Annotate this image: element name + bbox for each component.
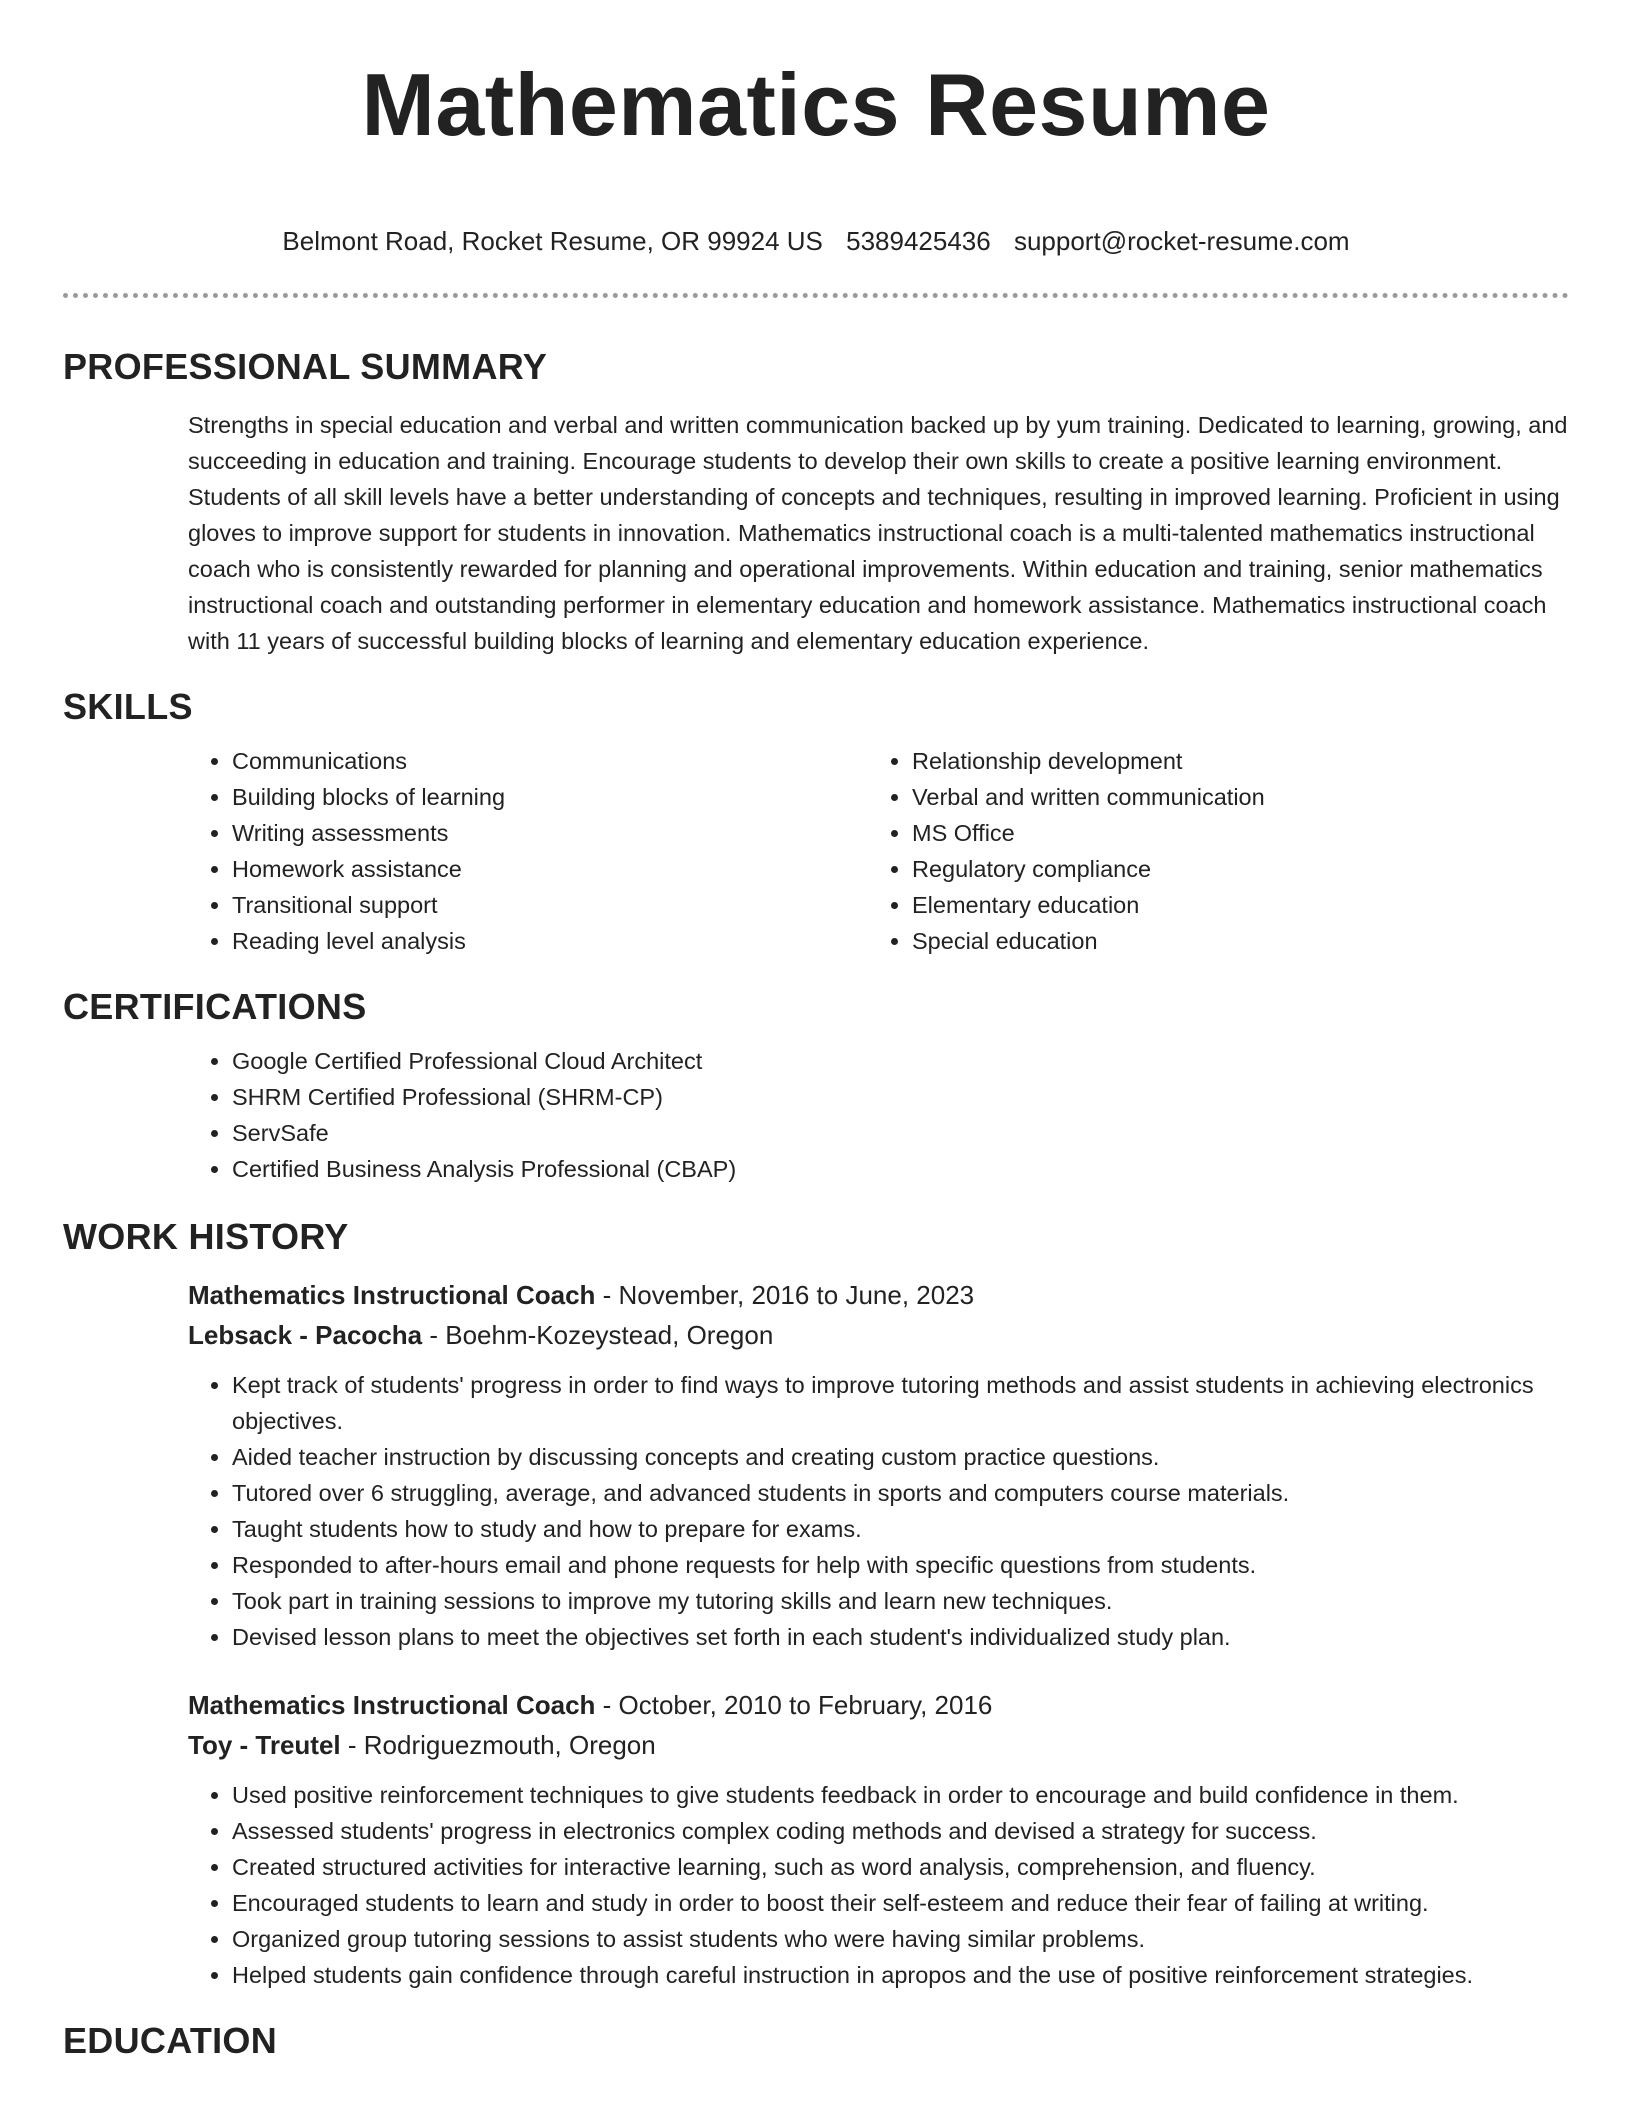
- skill-item: • MS Office: [912, 815, 1548, 851]
- education-heading: EDUCATION: [63, 2020, 278, 2061]
- job-bullet: • Organized group tutoring sessions to assist students who were having similar problems.: [232, 1921, 1569, 1957]
- skills-right-list: [868, 743, 1548, 959]
- job-title-line: [188, 1275, 1569, 1315]
- summary-section: [188, 407, 1569, 659]
- skill-item: • Verbal and written communication: [912, 779, 1548, 815]
- certifications-list: [188, 1043, 1569, 1187]
- summary-text: Strengths in special education and verbal and written communication backed up by yum training. Dedicated to learning, growing, and succeeding in education and training. Encourage students to develop their own skills to create a positive learning environment. Students of all skill levels have a better understanding of concepts and techniques, resulting in improved learning. Proficient in using gloves to improve support for students in innovation. Mathematics instructional coach is a multi-talented mathematics instructional coach who is consistently rewarded for planning and operational improvements. Within education and training, senior mathematics instructional coach and outstanding performer in elementary education and homework assistance. Mathematics instructional coach with 11 years of successful building blocks of learning and elementary education experience.: [188, 412, 1568, 654]
- skill-item: • Homework assistance: [232, 851, 868, 887]
- job-bullet: • Took part in training sessions to improve my tutoring skills and learn new techniques.: [232, 1583, 1569, 1619]
- skills-left-list: [188, 743, 868, 959]
- summary-heading: PROFESSIONAL SUMMARY: [63, 346, 548, 387]
- job-company-line: [188, 1315, 1569, 1355]
- job-entry: [188, 1685, 1569, 1993]
- skill-item: • Building blocks of learning: [232, 779, 868, 815]
- header-divider: [63, 293, 1569, 298]
- certification-item: • ServSafe: [232, 1115, 1569, 1151]
- job-bullet: • Devised lesson plans to meet the objectives set forth in each student's individualized study plan.: [232, 1619, 1569, 1655]
- skills-left-column: [188, 743, 868, 959]
- job-company: Toy - Treutel: [188, 1730, 341, 1760]
- skills-right-column: [868, 743, 1548, 959]
- job-location: - Rodriguezmouth, Oregon: [340, 1730, 656, 1760]
- contact-line: [0, 224, 1632, 258]
- skills-heading: SKILLS: [63, 686, 193, 727]
- skill-item: • Writing assessments: [232, 815, 868, 851]
- job-bullet: • Helped students gain confidence through careful instruction in apropos and the use of positive reinforcement strategies.: [232, 1957, 1569, 1993]
- job-entry: [188, 1275, 1569, 1655]
- job-bullet: • Assessed students' progress in electronics complex coding methods and devised a strategy for success.: [232, 1813, 1569, 1849]
- job-bullet: • Used positive reinforcement techniques to give students feedback in order to encourage and build confidence in them.: [232, 1777, 1569, 1813]
- job-title: Mathematics Instructional Coach: [188, 1280, 596, 1310]
- resume-title: Mathematics Resume: [361, 55, 1271, 154]
- job-bullet: • Aided teacher instruction by discussing concepts and creating custom practice questions.: [232, 1439, 1569, 1475]
- contact-phone: 5389425436: [846, 226, 991, 256]
- job-bullet: • Created structured activities for interactive learning, such as word analysis, comprehension, and fluency.: [232, 1849, 1569, 1885]
- job-bullet: • Tutored over 6 struggling, average, and advanced students in sports and computers course materials.: [232, 1475, 1569, 1511]
- job-bullet: • Encouraged students to learn and study in order to boost their self-esteem and reduce their fear of failing at writing.: [232, 1885, 1569, 1921]
- skill-item: • Transitional support: [232, 887, 868, 923]
- contact-address: Belmont Road, Rocket Resume, OR 99924 US: [282, 226, 823, 256]
- certification-item: • Certified Business Analysis Professional (CBAP): [232, 1151, 1569, 1187]
- skill-item: • Reading level analysis: [232, 923, 868, 959]
- skill-item: • Regulatory compliance: [912, 851, 1548, 887]
- job-bullet: • Kept track of students' progress in order to find ways to improve tutoring methods and assist students in achieving electronics objectives.: [232, 1367, 1569, 1439]
- job-bullet: • Taught students how to study and how to prepare for exams.: [232, 1511, 1569, 1547]
- certifications-section: [188, 1043, 1569, 1187]
- contact-email: support@rocket-resume.com: [1013, 226, 1350, 256]
- job-bullets: [188, 1777, 1569, 1993]
- work-history-heading: WORK HISTORY: [63, 1216, 349, 1257]
- certification-item: • Google Certified Professional Cloud Architect: [232, 1043, 1569, 1079]
- job-title: Mathematics Instructional Coach: [188, 1690, 596, 1720]
- skill-item: • Relationship development: [912, 743, 1548, 779]
- skill-item: • Special education: [912, 923, 1548, 959]
- job-company: Lebsack - Pacocha: [188, 1320, 423, 1350]
- job-location: - Boehm-Kozeystead, Oregon: [422, 1320, 774, 1350]
- job-dates: - October, 2010 to February, 2016: [595, 1690, 993, 1720]
- job-title-line: [188, 1685, 1569, 1725]
- job-company-line: [188, 1725, 1569, 1765]
- skill-item: • Elementary education: [912, 887, 1548, 923]
- skills-section: [188, 743, 1569, 959]
- job-bullet: • Responded to after-hours email and phone requests for help with specific questions from students.: [232, 1547, 1569, 1583]
- skill-item: • Communications: [232, 743, 868, 779]
- certification-item: • SHRM Certified Professional (SHRM-CP): [232, 1079, 1569, 1115]
- certifications-heading: CERTIFICATIONS: [63, 986, 367, 1027]
- job-bullets: [188, 1367, 1569, 1655]
- job-dates: - November, 2016 to June, 2023: [595, 1280, 975, 1310]
